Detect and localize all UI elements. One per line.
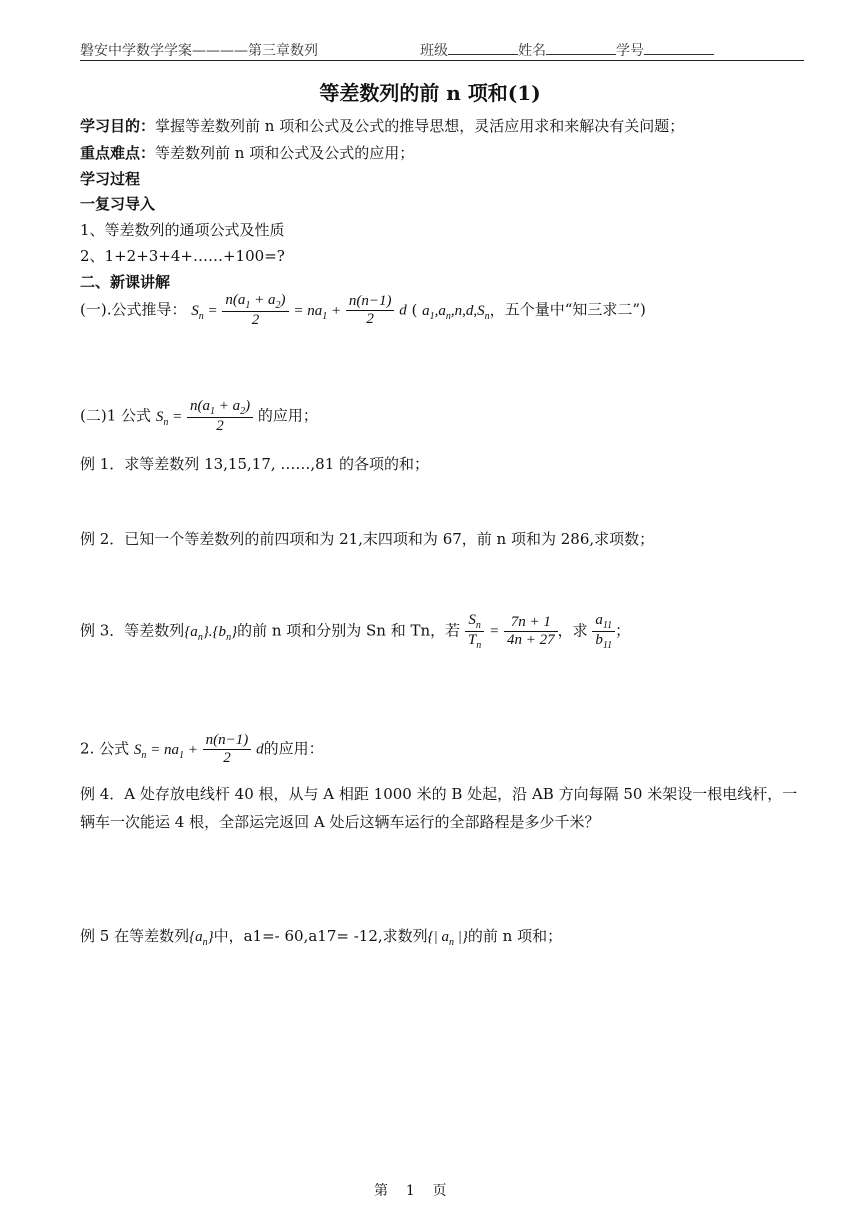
example-1: 例 1．求等差数列 13,15,17, ……,81 的各项的和；: [80, 455, 430, 473]
ex3-ratio-ab: $\frac{a_{11}}{b_{11}}$: [592, 612, 615, 651]
ex5-prefix: 例 5 在等差数列: [80, 927, 190, 945]
ex5-seq-abs: {| $a_n$ |}: [427, 929, 468, 948]
part2-fraction: $\frac{n(a_1 + a_2)}{2}$: [187, 398, 253, 435]
part2-line: [80, 398, 318, 435]
part1-prefix: (一).公式推导：: [80, 300, 187, 319]
formula-vars: ( $a_1,a_n,n,d,S_n$，: [411, 300, 505, 322]
key-text: 等差数列前 n 项和公式及公式的应用；: [155, 144, 415, 162]
formula-sn: $S_n$ =: [191, 302, 218, 322]
new-lesson-heading: 二、新课讲解: [80, 273, 171, 291]
ex3-ratio-n: $\frac{7n + 1}{4n + 27}$: [504, 614, 558, 649]
header-fields: [420, 40, 714, 60]
part3-d: d: [256, 741, 264, 758]
ex3-ratio-st: $\frac{S_n}{T_n}$: [465, 612, 484, 651]
id-blank: [644, 42, 714, 55]
part3-sn: $S_n = na_1$ +: [133, 741, 198, 761]
part1-note: 五个量中“知三求二”): [504, 300, 646, 319]
goal-text: 掌握等差数列前 n 项和公式及公式的推导思想，灵活应用求和来解决有关问题；: [155, 117, 685, 135]
name-blank: [546, 42, 616, 55]
process-heading: 学习过程: [80, 170, 141, 188]
part3-line: [80, 732, 324, 767]
review-item-2: 2、1+2+3+4+……+100=?: [80, 247, 285, 265]
ex3-sequences: $\{a_n\}.\{b_n\}$: [184, 623, 238, 643]
part2-prefix: (二)1 公式: [80, 406, 152, 425]
goal-line: [80, 115, 684, 136]
class-blank: [448, 42, 518, 55]
example-2: 例 2．已知一个等差数列的前四项和为 21,末四项和为 67，前 n 项和为 286,求项数；: [80, 530, 655, 548]
page-number: [374, 1180, 447, 1200]
formula-fraction-2: $\frac{n(n-1)}{2}$: [346, 293, 395, 328]
formula-d: d: [399, 302, 407, 319]
formula-fraction-1: $\frac{n(a_1 + a_2)}{2}$: [222, 292, 288, 329]
page-title: 等差数列的前 n 项和(1): [319, 81, 541, 105]
key-label: 重点难点：: [80, 144, 156, 162]
part2-suffix: 的应用；: [257, 406, 318, 425]
ex3-equals: =: [489, 623, 500, 640]
header-rule: [80, 60, 804, 61]
formula-derivation: [80, 292, 646, 329]
class-label: 班级: [420, 43, 448, 59]
example-4: 例 4．A 处存放电线杆 40 根，从与 A 相距 1000 米的 B 处起，沿 AB 方向每隔 50 米架设一根电线杆，一辆车一次能运 4 根，全部运完返回 A 处后这辆车运行的全部路程是多少千米？: [80, 785, 798, 831]
ex5-seq-an: $\{a_n\}$: [189, 929, 214, 948]
review-heading: 一复习导入: [80, 195, 156, 213]
part3-fraction: $\frac{n(n-1)}{2}$: [203, 732, 252, 767]
example-3: 例 3．等差数列$\{a_n\}.\{b_n\}$的前 n 项和分别为 Sn 和 Tn，若 $\frac{S_n}{T_n}$ = $\frac{7n + 1}{4n + 27}$ ，求 $\frac{a_{11}}{b_{11}}$ ；: [80, 612, 631, 651]
ex5-text: 中，a1=- 60,a17= -12,求数列: [213, 927, 428, 945]
formula-na1: = $na_1$ +: [293, 302, 342, 322]
page-num: 1: [405, 1183, 415, 1199]
header-course: 磐安中学数学学案————第三章数列: [80, 43, 318, 59]
goal-label: 学习目的：: [80, 117, 156, 135]
ex3-prefix: 例 3．等差数列: [80, 621, 185, 640]
ex3-mid: 的前 n 项和分别为 Sn 和 Tn，若: [237, 621, 461, 640]
page-suffix: 页: [432, 1183, 447, 1199]
key-line: [80, 142, 414, 163]
part3-prefix: 2. 公式: [80, 739, 130, 758]
name-label: 姓名: [518, 43, 546, 59]
example-5: [80, 925, 562, 948]
part2-sn: $S_n$ =: [155, 408, 183, 428]
id-label: 学号: [616, 43, 644, 59]
page-prefix: 第: [374, 1183, 388, 1199]
ex3-ask: ，求: [557, 621, 588, 640]
review-item-1: 1、等差数列的通项公式及性质: [80, 221, 285, 239]
part3-suffix: 的应用：: [263, 739, 324, 758]
ex5-suffix: 的前 n 项和；: [467, 927, 563, 945]
